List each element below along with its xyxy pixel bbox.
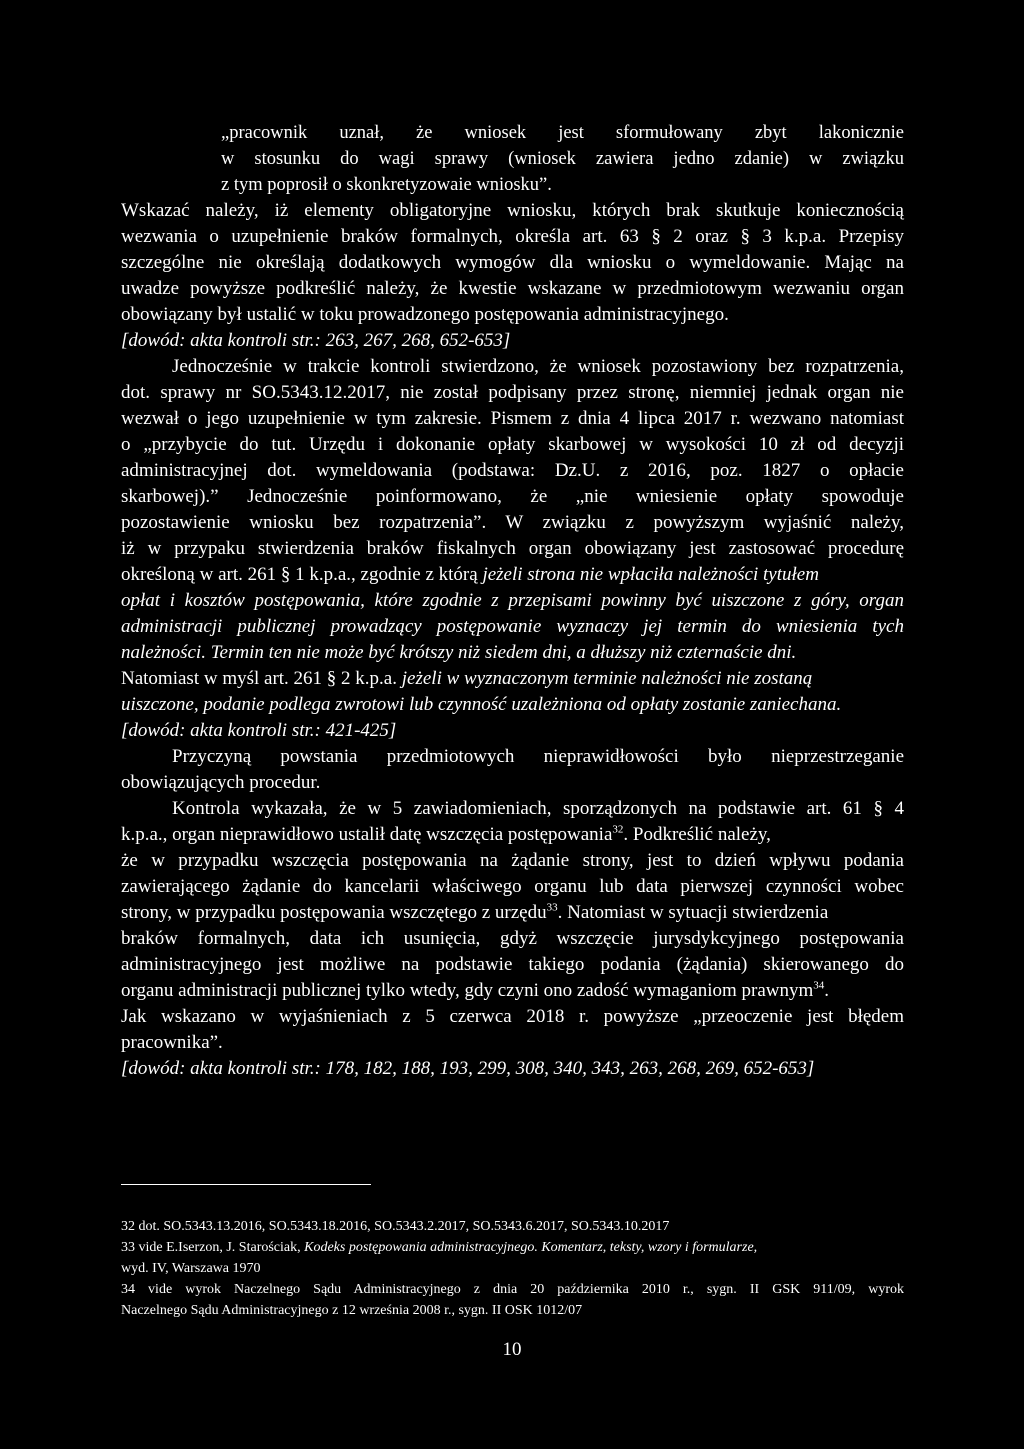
paragraph-text: .	[824, 980, 830, 1001]
paragraph-line: dot. sprawy nr SO.5343.12.2017, nie został podpisany przez stronę, niemniej jednak organ nie	[121, 382, 904, 403]
document-body	[121, 120, 904, 1082]
legal-quote-line: uiszczone, podanie podlega zwrotowi lub czynność uzależniona od opłaty zostanie zaniechana.	[121, 694, 842, 715]
paragraph-line: o „przybycie do tut. Urzędu i dokonanie opłaty skarbowej w wysokości 10 zł od decyzji	[121, 434, 904, 455]
paragraph-line: wezwał o jego uzupełnienie w tym zakresie. Pismem z dnia 4 lipca 2017 r. wezwano natomiast	[121, 408, 904, 429]
paragraph-line	[121, 562, 904, 588]
footnote-ref: 32	[612, 823, 624, 836]
page-number: 10	[502, 1339, 522, 1360]
footnote-ref: 34	[813, 979, 825, 992]
paragraph-line: iż w przypaku stwierdzenia braków fiskalnych organ obowiązany jest zastosować procedurę	[121, 538, 904, 559]
paragraph-line: Jednocześnie w trakcie kontroli stwierdzono, że wniosek pozostawiony bez rozpatrzenia,	[172, 356, 904, 377]
legal-quote-text: jeżeli strona nie wpłaciła należności tytułem	[482, 564, 819, 585]
evidence-reference: [dowód: akta kontroli str.: 178, 182, 188, 193, 299, 308, 340, 343, 263, 268, 269, 652-653]	[121, 1058, 815, 1079]
paragraph-line: obowiązany był ustalić w toku prowadzonego postępowania administracyjnego.	[121, 304, 729, 325]
paragraph-line: wezwania o uzupełnienie braków formalnych, określa art. 63 § 2 oraz § 3 k.p.a. Przepisy	[121, 226, 904, 247]
legal-quote-line: administracji publicznej prowadzący postępowanie wyznaczy jej termin do wniesienia tych	[121, 616, 904, 637]
footnote-33-cont: wyd. IV, Warszawa 1970	[121, 1261, 261, 1276]
paragraph-line: Przyczyną powstania przedmiotowych nieprawidłowości było nieprzestrzeganie	[172, 746, 904, 767]
paragraph-line: skarbowej).” Jednocześnie poinformowano, że „nie wniesienie opłaty spowoduje	[121, 486, 904, 507]
paragraph-line: pozostawienie wniosku bez rozpatrzenia”. W związku z powyższym wyjaśnić należy,	[121, 512, 904, 533]
paragraph-line	[121, 900, 904, 926]
footnote-33	[121, 1237, 904, 1258]
paragraph-line: braków formalnych, data ich usunięcia, gdyż wszczęcie jurysdykcyjnego postępowania	[121, 928, 904, 949]
legal-quote-line: należności. Termin ten nie może być krótszy niż siedem dni, a dłuższy niż czternaście dni.	[121, 642, 797, 663]
paragraph-text: . Podkreślić należy,	[623, 824, 771, 845]
paragraph-line: szczególne nie określają dodatkowych wymogów dla wniosku o wymeldowanie. Mając na	[121, 252, 904, 273]
quote-line: w stosunku do wagi sprawy (wniosek zawiera jedno zdanie) w związku	[221, 149, 904, 169]
footnote-34-cont: Naczelnego Sądu Administracyjnego z 12 września 2008 r., sygn. II OSK 1012/07	[121, 1303, 583, 1318]
paragraph-line: administracyjnej dot. wymeldowania (podstawa: Dz.U. z 2016, poz. 1827 o opłacie	[121, 460, 904, 481]
paragraph-text: określoną w art. 261 § 1 k.p.a., zgodnie z którą	[121, 564, 478, 585]
footnote-ref: 33	[546, 901, 558, 914]
quote-line: z tym poprosił o skonkretyzowaie wniosku”.	[221, 175, 552, 195]
evidence-reference: [dowód: akta kontroli str.: 263, 267, 268, 652-653]	[121, 330, 511, 351]
paragraph-line	[121, 978, 904, 1004]
paragraph-text: organu administracji publicznej tylko wtedy, gdy czyni ono zadość wymaganiom prawnym	[121, 980, 814, 1001]
paragraph-line	[121, 666, 904, 692]
paragraph-line: że w przypadku wszczęcia postępowania na żądanie strony, jest to dzień wpływu podania	[121, 850, 904, 871]
evidence-reference: [dowód: akta kontroli str.: 421-425]	[121, 720, 397, 741]
footnotes	[121, 1216, 904, 1321]
paragraph-line: administracyjnego jest możliwe na podstawie takiego podania (żądania) skierowanego do	[121, 954, 904, 975]
paragraph-line: uwadze powyższe podkreślić należy, że kwestie wskazane w przedmiotowym wezwaniu organ	[121, 278, 904, 299]
quote-line: „pracownik uznał, że wniosek jest sformułowany zbyt lakonicznie	[221, 123, 904, 143]
footnote-text: 33 vide E.Iserzon, J. Starościak,	[121, 1240, 301, 1255]
paragraph-line: Wskazać należy, iż elementy obligatoryjne wniosku, których brak skutkuje koniecznością	[121, 200, 904, 221]
paragraph-text: . Natomiast w sytuacji stwierdzenia	[557, 902, 829, 923]
paragraph-text: strony, w przypadku postępowania wszczętego z urzędu	[121, 902, 547, 923]
legal-quote-line: opłat i kosztów postępowania, które zgodnie z przepisami powinny być uiszczone z góry, organ	[121, 590, 904, 611]
paragraph-text: k.p.a., organ nieprawidłowo ustalił datę wszczęcia postępowania	[121, 824, 613, 845]
footnote-34: 34 vide wyrok Naczelnego Sądu Administracyjnego z dnia 20 października 2010 r., sygn. II GSK 911/09, wyrok	[121, 1282, 904, 1297]
paragraph-line	[121, 822, 904, 848]
footnote-divider	[121, 1184, 371, 1185]
footnote-32: 32 dot. SO.5343.13.2016, SO.5343.18.2016, SO.5343.2.2017, SO.5343.6.2017, SO.5343.10.2017	[121, 1219, 670, 1234]
paragraph-line: zawierającego żądanie do kancelarii właściwego organu lub data pierwszej czynności wobec	[121, 876, 904, 897]
paragraph-line: Kontrola wykazała, że w 5 zawiadomieniach, sporządzonych na podstawie art. 61 § 4	[172, 798, 904, 819]
legal-quote-text: jeżeli w wyznaczonym terminie należności nie zostaną	[401, 668, 813, 689]
paragraph-text: Natomiast w myśl art. 261 § 2 k.p.a.	[121, 668, 397, 689]
paragraph-line: Jak wskazano w wyjaśnieniach z 5 czerwca 2018 r. powyższe „przeoczenie jest błędem	[121, 1006, 904, 1027]
paragraph-line: pracownika”.	[121, 1032, 223, 1053]
paragraph-line: obowiązujących procedur.	[121, 772, 321, 793]
footnote-title: Kodeks postępowania administracyjnego. Komentarz, teksty, wzory i formularze,	[304, 1240, 758, 1255]
